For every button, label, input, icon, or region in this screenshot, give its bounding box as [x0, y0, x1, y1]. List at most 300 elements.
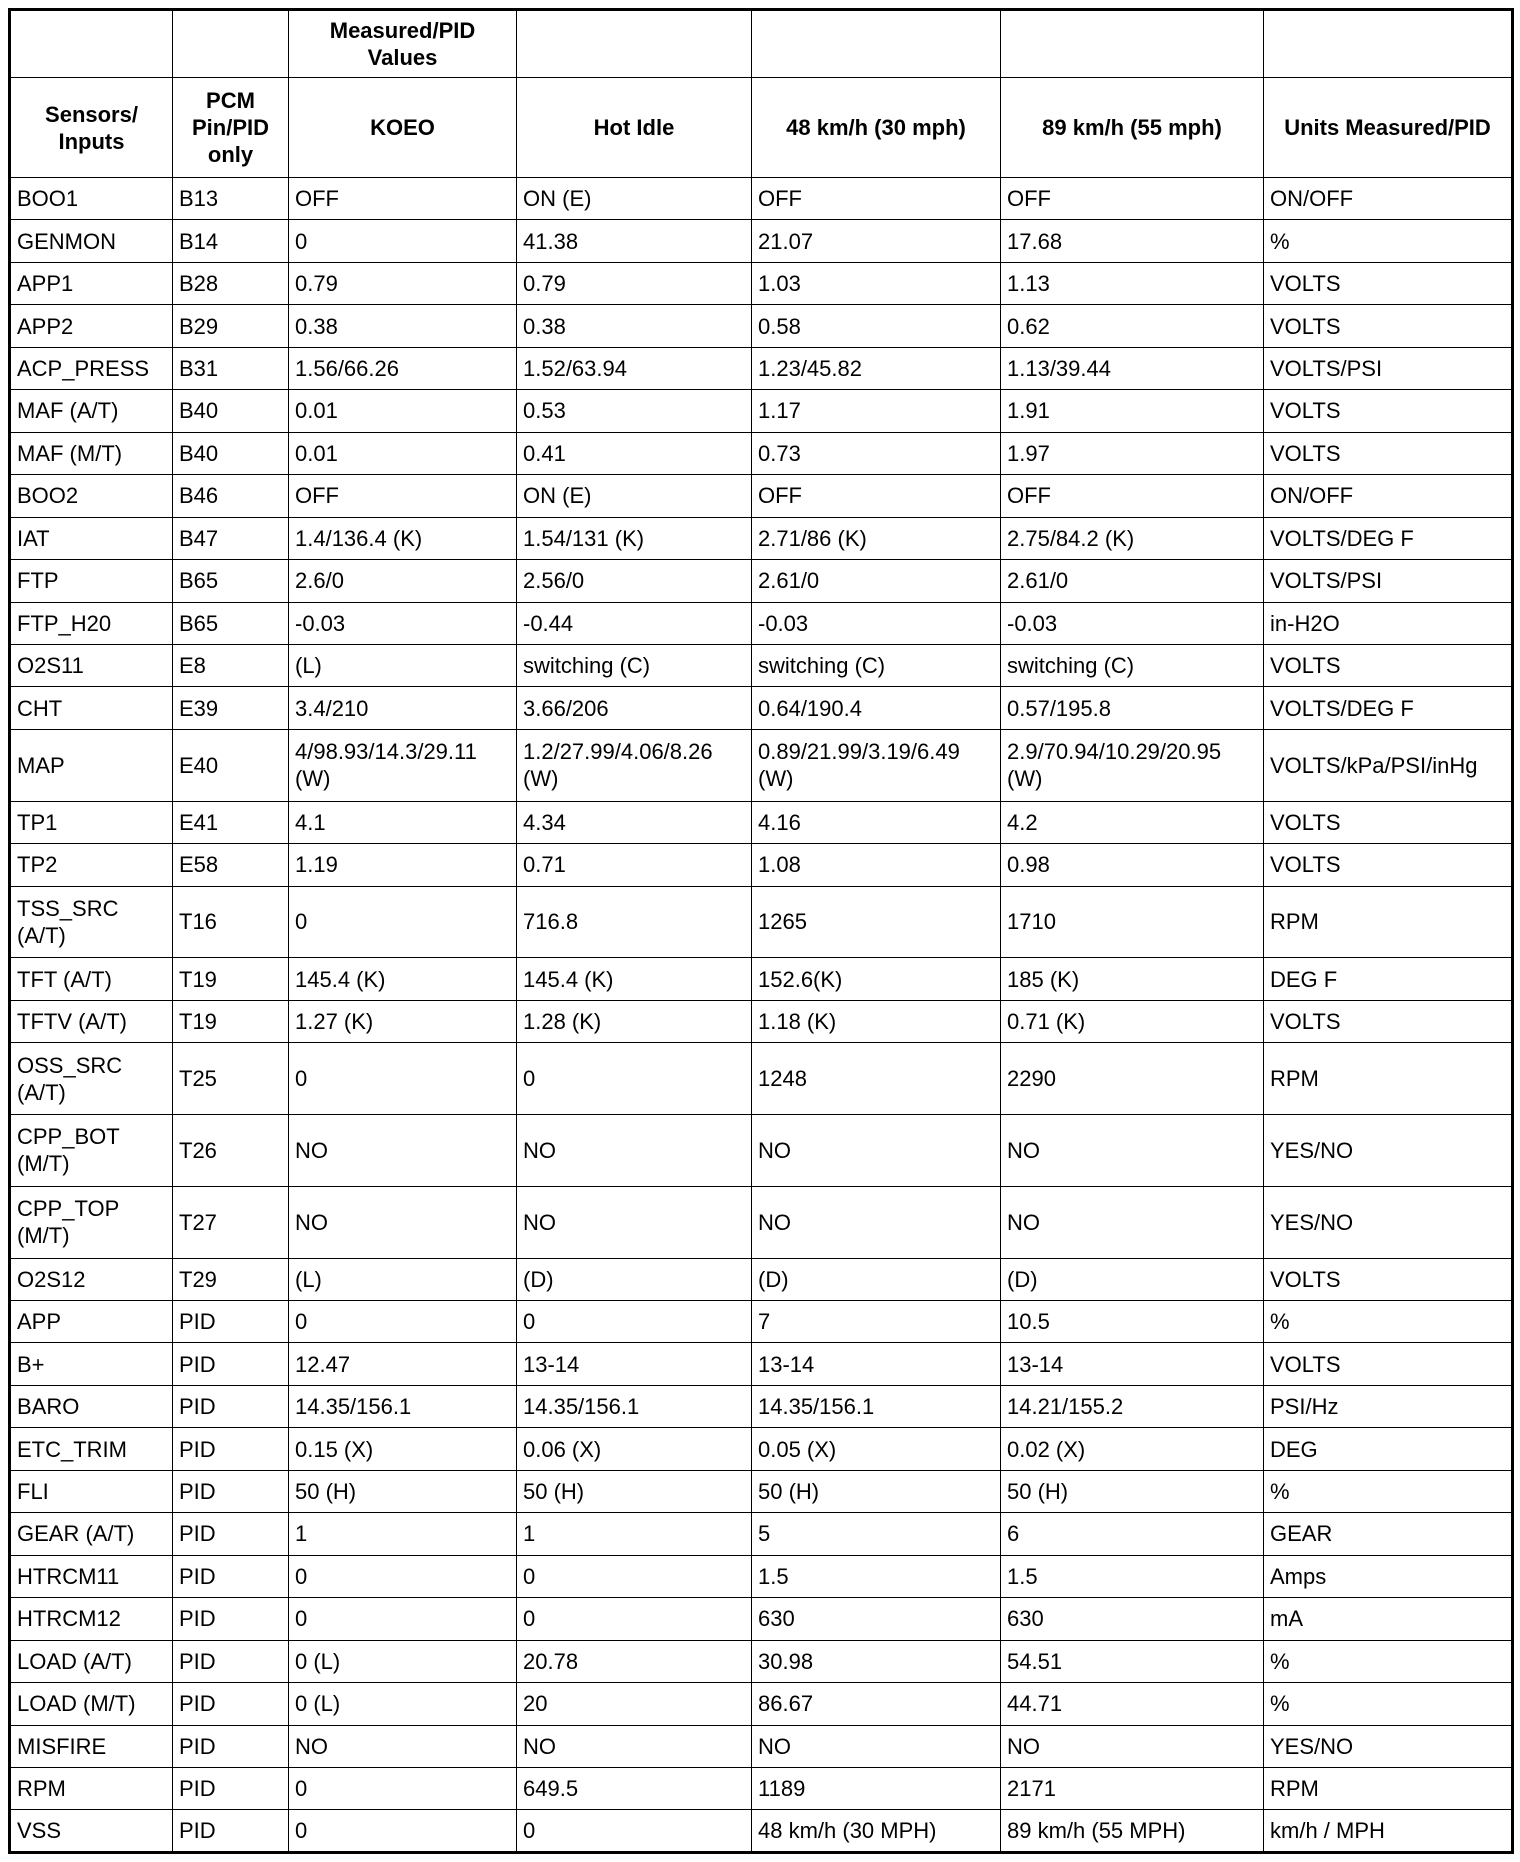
cell-speed-89: 0.57/195.8	[1001, 687, 1264, 729]
cell-pin: B46	[173, 475, 289, 517]
cell-hot-idle: 1.2/27.99/4.06/8.26 (W)	[517, 729, 752, 801]
cell-speed-48: 30.98	[752, 1640, 1001, 1682]
table-row	[10, 644, 1513, 686]
cell-units: RPM	[1264, 1043, 1513, 1115]
cell-speed-89: switching (C)	[1001, 644, 1264, 686]
cell-hot-idle: 0	[517, 1810, 752, 1853]
table-row	[10, 687, 1513, 729]
cell-sensor: BARO	[10, 1385, 173, 1427]
cell-pin: E41	[173, 801, 289, 843]
cell-hot-idle: 1	[517, 1513, 752, 1555]
cell-units: mA	[1264, 1598, 1513, 1640]
cell-koeo: (L)	[289, 1258, 517, 1300]
cell-pin: E58	[173, 844, 289, 886]
cell-speed-89: OFF	[1001, 178, 1264, 220]
cell-koeo: 4/98.93/14.3/29.11 (W)	[289, 729, 517, 801]
cell-units: VOLTS	[1264, 1343, 1513, 1385]
cell-pin: T19	[173, 1000, 289, 1042]
cell-koeo: 14.35/156.1	[289, 1385, 517, 1427]
cell-koeo: 1.19	[289, 844, 517, 886]
cell-pin: E39	[173, 687, 289, 729]
cell-speed-89: 10.5	[1001, 1300, 1264, 1342]
cell-sensor: GENMON	[10, 220, 173, 262]
cell-koeo: (L)	[289, 644, 517, 686]
cell-hot-idle: 20	[517, 1683, 752, 1725]
cell-speed-48: 152.6(K)	[752, 958, 1001, 1000]
cell-koeo: 1.56/66.26	[289, 347, 517, 389]
cell-units: VOLTS	[1264, 844, 1513, 886]
table-row	[10, 801, 1513, 843]
cell-speed-89: -0.03	[1001, 602, 1264, 644]
cell-sensor: MAF (M/T)	[10, 432, 173, 474]
cell-units: VOLTS/kPa/PSI/inHg	[1264, 729, 1513, 801]
cell-hot-idle: 50 (H)	[517, 1470, 752, 1512]
table-row	[10, 1598, 1513, 1640]
cell-speed-89: 2.61/0	[1001, 560, 1264, 602]
table-row	[10, 1385, 1513, 1427]
cell-sensor: TFT (A/T)	[10, 958, 173, 1000]
table-row	[10, 1115, 1513, 1187]
cell-pin: B40	[173, 390, 289, 432]
cell-sensor: LOAD (A/T)	[10, 1640, 173, 1682]
cell-pin: PID	[173, 1598, 289, 1640]
cell-sensor: MAF (A/T)	[10, 390, 173, 432]
cell-speed-89: 44.71	[1001, 1683, 1264, 1725]
cell-pin: E40	[173, 729, 289, 801]
cell-speed-48: 0.64/190.4	[752, 687, 1001, 729]
header-units: Units Measured/PID	[1264, 78, 1513, 178]
cell-hot-idle: 145.4 (K)	[517, 958, 752, 1000]
table-row	[10, 602, 1513, 644]
cell-speed-89: 1710	[1001, 886, 1264, 958]
cell-units: VOLTS/PSI	[1264, 347, 1513, 389]
cell-units: VOLTS	[1264, 305, 1513, 347]
cell-pin: PID	[173, 1343, 289, 1385]
cell-speed-89: 1.13/39.44	[1001, 347, 1264, 389]
cell-sensor: IAT	[10, 517, 173, 559]
cell-hot-idle: 20.78	[517, 1640, 752, 1682]
cell-sensor: OSS_SRC (A/T)	[10, 1043, 173, 1115]
cell-units: %	[1264, 1683, 1513, 1725]
cell-koeo: NO	[289, 1186, 517, 1258]
cell-sensor: CPP_BOT (M/T)	[10, 1115, 173, 1187]
cell-koeo: 1	[289, 1513, 517, 1555]
cell-speed-89: 14.21/155.2	[1001, 1385, 1264, 1427]
cell-speed-89: OFF	[1001, 475, 1264, 517]
cell-sensor: APP	[10, 1300, 173, 1342]
pid-values-table	[8, 8, 1514, 1854]
header-pcm-pin: PCM Pin/PID only	[173, 78, 289, 178]
cell-speed-48: NO	[752, 1115, 1001, 1187]
cell-pin: B28	[173, 262, 289, 304]
cell-pin: PID	[173, 1385, 289, 1427]
cell-sensor: FLI	[10, 1470, 173, 1512]
header-blank-sensors	[10, 10, 173, 78]
cell-units: RPM	[1264, 886, 1513, 958]
table-row	[10, 1043, 1513, 1115]
cell-hot-idle: 14.35/156.1	[517, 1385, 752, 1427]
table-row	[10, 305, 1513, 347]
cell-hot-idle: NO	[517, 1186, 752, 1258]
cell-units: %	[1264, 220, 1513, 262]
cell-koeo: 0 (L)	[289, 1640, 517, 1682]
header-blank-hot-idle	[517, 10, 752, 78]
cell-sensor: FTP_H20	[10, 602, 173, 644]
cell-speed-48: 630	[752, 1598, 1001, 1640]
cell-koeo: 0.01	[289, 432, 517, 474]
header-measured-pid-values: Measured/PID Values	[289, 10, 517, 78]
cell-sensor: APP1	[10, 262, 173, 304]
table-row	[10, 1555, 1513, 1597]
cell-speed-48: 0.58	[752, 305, 1001, 347]
cell-sensor: BOO2	[10, 475, 173, 517]
cell-koeo: 0.38	[289, 305, 517, 347]
cell-sensor: B+	[10, 1343, 173, 1385]
cell-sensor: TP2	[10, 844, 173, 886]
cell-pin: B65	[173, 560, 289, 602]
cell-speed-89: 1.91	[1001, 390, 1264, 432]
cell-hot-idle: 1.54/131 (K)	[517, 517, 752, 559]
cell-koeo: NO	[289, 1725, 517, 1767]
cell-hot-idle: 0	[517, 1300, 752, 1342]
cell-units: YES/NO	[1264, 1115, 1513, 1187]
cell-pin: PID	[173, 1767, 289, 1809]
table-row	[10, 1343, 1513, 1385]
cell-units: VOLTS	[1264, 432, 1513, 474]
cell-koeo: 1.4/136.4 (K)	[289, 517, 517, 559]
cell-sensor: HTRCM12	[10, 1598, 173, 1640]
cell-sensor: LOAD (M/T)	[10, 1683, 173, 1725]
cell-sensor: VSS	[10, 1810, 173, 1853]
cell-speed-89: 1.97	[1001, 432, 1264, 474]
cell-koeo: OFF	[289, 178, 517, 220]
cell-koeo: 0 (L)	[289, 1683, 517, 1725]
cell-koeo: 0	[289, 1555, 517, 1597]
cell-hot-idle: 1.28 (K)	[517, 1000, 752, 1042]
cell-units: %	[1264, 1300, 1513, 1342]
cell-speed-48: 0.89/21.99/3.19/6.49 (W)	[752, 729, 1001, 801]
cell-speed-89: 89 km/h (55 MPH)	[1001, 1810, 1264, 1853]
cell-hot-idle: NO	[517, 1115, 752, 1187]
cell-speed-48: 1265	[752, 886, 1001, 958]
cell-speed-89: 54.51	[1001, 1640, 1264, 1682]
table-row	[10, 1640, 1513, 1682]
cell-speed-89: 50 (H)	[1001, 1470, 1264, 1512]
cell-speed-48: 1.17	[752, 390, 1001, 432]
cell-pin: T27	[173, 1186, 289, 1258]
header-row-top	[10, 10, 1513, 78]
cell-speed-48: 1248	[752, 1043, 1001, 1115]
header-hot-idle: Hot Idle	[517, 78, 752, 178]
cell-units: VOLTS/DEG F	[1264, 687, 1513, 729]
cell-speed-48: 1189	[752, 1767, 1001, 1809]
cell-units: VOLTS	[1264, 262, 1513, 304]
cell-pin: T19	[173, 958, 289, 1000]
cell-pin: T25	[173, 1043, 289, 1115]
cell-pin: T26	[173, 1115, 289, 1187]
cell-hot-idle: 1.52/63.94	[517, 347, 752, 389]
cell-speed-48: 0.05 (X)	[752, 1428, 1001, 1470]
cell-hot-idle: 0.38	[517, 305, 752, 347]
cell-speed-48: switching (C)	[752, 644, 1001, 686]
cell-pin: T16	[173, 886, 289, 958]
cell-sensor: O2S11	[10, 644, 173, 686]
cell-pin: PID	[173, 1513, 289, 1555]
cell-speed-48: 1.23/45.82	[752, 347, 1001, 389]
cell-speed-89: 185 (K)	[1001, 958, 1264, 1000]
cell-speed-48: 5	[752, 1513, 1001, 1555]
cell-speed-48: (D)	[752, 1258, 1001, 1300]
cell-speed-89: 0.02 (X)	[1001, 1428, 1264, 1470]
cell-speed-89: 6	[1001, 1513, 1264, 1555]
cell-pin: PID	[173, 1300, 289, 1342]
cell-pin: PID	[173, 1725, 289, 1767]
header-blank-89	[1001, 10, 1264, 78]
cell-speed-89: NO	[1001, 1725, 1264, 1767]
table-row	[10, 1258, 1513, 1300]
table-row	[10, 1000, 1513, 1042]
cell-pin: B31	[173, 347, 289, 389]
cell-hot-idle: 0.06 (X)	[517, 1428, 752, 1470]
cell-units: %	[1264, 1470, 1513, 1512]
cell-units: VOLTS	[1264, 1258, 1513, 1300]
cell-speed-48: 1.18 (K)	[752, 1000, 1001, 1042]
cell-pin: E8	[173, 644, 289, 686]
cell-pin: B29	[173, 305, 289, 347]
table-row	[10, 1513, 1513, 1555]
table-row	[10, 1470, 1513, 1512]
table-row	[10, 262, 1513, 304]
cell-hot-idle: ON (E)	[517, 475, 752, 517]
cell-speed-48: -0.03	[752, 602, 1001, 644]
cell-speed-48: 14.35/156.1	[752, 1385, 1001, 1427]
cell-koeo: 0	[289, 1767, 517, 1809]
table-row	[10, 1186, 1513, 1258]
cell-sensor: TP1	[10, 801, 173, 843]
cell-sensor: CHT	[10, 687, 173, 729]
cell-hot-idle: NO	[517, 1725, 752, 1767]
cell-speed-48: 2.71/86 (K)	[752, 517, 1001, 559]
cell-pin: B47	[173, 517, 289, 559]
table-row	[10, 517, 1513, 559]
cell-units: Amps	[1264, 1555, 1513, 1597]
cell-koeo: NO	[289, 1115, 517, 1187]
cell-units: RPM	[1264, 1767, 1513, 1809]
cell-speed-48: 2.61/0	[752, 560, 1001, 602]
cell-koeo: 4.1	[289, 801, 517, 843]
cell-koeo: 0.79	[289, 262, 517, 304]
cell-hot-idle: 4.34	[517, 801, 752, 843]
header-blank-pin	[173, 10, 289, 78]
cell-hot-idle: 0.79	[517, 262, 752, 304]
cell-speed-48: 21.07	[752, 220, 1001, 262]
cell-units: VOLTS	[1264, 644, 1513, 686]
table-row	[10, 1300, 1513, 1342]
table-row	[10, 347, 1513, 389]
cell-sensor: O2S12	[10, 1258, 173, 1300]
header-row-bottom	[10, 78, 1513, 178]
cell-pin: PID	[173, 1810, 289, 1853]
table-row	[10, 560, 1513, 602]
cell-koeo: 2.6/0	[289, 560, 517, 602]
cell-pin: PID	[173, 1683, 289, 1725]
cell-speed-48: 1.08	[752, 844, 1001, 886]
cell-speed-48: 0.73	[752, 432, 1001, 474]
cell-units: YES/NO	[1264, 1725, 1513, 1767]
table-row	[10, 178, 1513, 220]
cell-sensor: RPM	[10, 1767, 173, 1809]
header-blank-units	[1264, 10, 1513, 78]
header-sensors-inputs: Sensors/ Inputs	[10, 78, 173, 178]
cell-koeo: 50 (H)	[289, 1470, 517, 1512]
cell-units: VOLTS/PSI	[1264, 560, 1513, 602]
cell-sensor: FTP	[10, 560, 173, 602]
cell-speed-89: 2171	[1001, 1767, 1264, 1809]
cell-koeo: 1.27 (K)	[289, 1000, 517, 1042]
cell-units: GEAR	[1264, 1513, 1513, 1555]
cell-hot-idle: 649.5	[517, 1767, 752, 1809]
cell-pin: PID	[173, 1555, 289, 1597]
cell-hot-idle: 13-14	[517, 1343, 752, 1385]
cell-speed-48: OFF	[752, 178, 1001, 220]
cell-koeo: 0	[289, 886, 517, 958]
cell-pin: B40	[173, 432, 289, 474]
cell-pin: PID	[173, 1470, 289, 1512]
table-row	[10, 1428, 1513, 1470]
table-row	[10, 886, 1513, 958]
cell-sensor: TFTV (A/T)	[10, 1000, 173, 1042]
cell-pin: B65	[173, 602, 289, 644]
cell-hot-idle: ON (E)	[517, 178, 752, 220]
cell-pin: B14	[173, 220, 289, 262]
cell-pin: B13	[173, 178, 289, 220]
cell-speed-48: OFF	[752, 475, 1001, 517]
cell-hot-idle: 0.53	[517, 390, 752, 432]
cell-speed-89: 4.2	[1001, 801, 1264, 843]
cell-speed-89: 2.9/70.94/10.29/20.95 (W)	[1001, 729, 1264, 801]
cell-speed-89: 2290	[1001, 1043, 1264, 1115]
table-row	[10, 1810, 1513, 1853]
cell-koeo: 0.01	[289, 390, 517, 432]
cell-units: in-H2O	[1264, 602, 1513, 644]
cell-units: DEG	[1264, 1428, 1513, 1470]
cell-pin: PID	[173, 1428, 289, 1470]
header-blank-48	[752, 10, 1001, 78]
cell-hot-idle: switching (C)	[517, 644, 752, 686]
table-row	[10, 844, 1513, 886]
cell-speed-89: NO	[1001, 1186, 1264, 1258]
cell-koeo: 0	[289, 1043, 517, 1115]
header-89-kmh: 89 km/h (55 mph)	[1001, 78, 1264, 178]
table-body	[10, 178, 1513, 1853]
table-row	[10, 432, 1513, 474]
cell-speed-89: 17.68	[1001, 220, 1264, 262]
cell-hot-idle: 0	[517, 1555, 752, 1597]
cell-koeo: 145.4 (K)	[289, 958, 517, 1000]
cell-speed-89: 0.98	[1001, 844, 1264, 886]
cell-hot-idle: 2.56/0	[517, 560, 752, 602]
table-row	[10, 1767, 1513, 1809]
cell-speed-89: 0.71 (K)	[1001, 1000, 1264, 1042]
cell-sensor: ACP_PRESS	[10, 347, 173, 389]
cell-units: VOLTS	[1264, 1000, 1513, 1042]
table-row	[10, 1683, 1513, 1725]
table-row	[10, 1725, 1513, 1767]
cell-speed-48: 4.16	[752, 801, 1001, 843]
cell-units: YES/NO	[1264, 1186, 1513, 1258]
table-row	[10, 475, 1513, 517]
cell-koeo: 0	[289, 1810, 517, 1853]
cell-speed-89: 630	[1001, 1598, 1264, 1640]
cell-units: PSI/Hz	[1264, 1385, 1513, 1427]
cell-sensor: CPP_TOP (M/T)	[10, 1186, 173, 1258]
cell-speed-89: 2.75/84.2 (K)	[1001, 517, 1264, 559]
cell-sensor: ETC_TRIM	[10, 1428, 173, 1470]
cell-pin: T29	[173, 1258, 289, 1300]
cell-hot-idle: 0.41	[517, 432, 752, 474]
cell-sensor: TSS_SRC (A/T)	[10, 886, 173, 958]
cell-speed-48: 48 km/h (30 MPH)	[752, 1810, 1001, 1853]
cell-koeo: -0.03	[289, 602, 517, 644]
cell-speed-89: 0.62	[1001, 305, 1264, 347]
cell-koeo: 3.4/210	[289, 687, 517, 729]
cell-speed-89: 1.13	[1001, 262, 1264, 304]
table-row	[10, 729, 1513, 801]
cell-hot-idle: 0.71	[517, 844, 752, 886]
cell-units: VOLTS/DEG F	[1264, 517, 1513, 559]
header-48-kmh: 48 km/h (30 mph)	[752, 78, 1001, 178]
cell-koeo: 0	[289, 220, 517, 262]
cell-hot-idle: (D)	[517, 1258, 752, 1300]
cell-speed-48: 1.5	[752, 1555, 1001, 1597]
cell-koeo: 0	[289, 1598, 517, 1640]
cell-koeo: 12.47	[289, 1343, 517, 1385]
cell-units: VOLTS	[1264, 390, 1513, 432]
cell-koeo: OFF	[289, 475, 517, 517]
cell-speed-48: NO	[752, 1186, 1001, 1258]
cell-sensor: BOO1	[10, 178, 173, 220]
cell-sensor: MISFIRE	[10, 1725, 173, 1767]
cell-speed-48: 13-14	[752, 1343, 1001, 1385]
table-row	[10, 220, 1513, 262]
cell-units: km/h / MPH	[1264, 1810, 1513, 1853]
cell-units: ON/OFF	[1264, 475, 1513, 517]
cell-hot-idle: 3.66/206	[517, 687, 752, 729]
cell-units: ON/OFF	[1264, 178, 1513, 220]
cell-sensor: HTRCM11	[10, 1555, 173, 1597]
cell-sensor: APP2	[10, 305, 173, 347]
cell-speed-89: 13-14	[1001, 1343, 1264, 1385]
header-koeo: KOEO	[289, 78, 517, 178]
cell-units: VOLTS	[1264, 801, 1513, 843]
table-row	[10, 958, 1513, 1000]
cell-hot-idle: 0	[517, 1598, 752, 1640]
cell-units: %	[1264, 1640, 1513, 1682]
cell-units: DEG F	[1264, 958, 1513, 1000]
cell-sensor: GEAR (A/T)	[10, 1513, 173, 1555]
cell-speed-48: 50 (H)	[752, 1470, 1001, 1512]
cell-hot-idle: -0.44	[517, 602, 752, 644]
cell-koeo: 0.15 (X)	[289, 1428, 517, 1470]
cell-speed-48: 7	[752, 1300, 1001, 1342]
cell-speed-48: 1.03	[752, 262, 1001, 304]
table-row	[10, 390, 1513, 432]
cell-hot-idle: 0	[517, 1043, 752, 1115]
cell-pin: PID	[173, 1640, 289, 1682]
cell-speed-48: NO	[752, 1725, 1001, 1767]
cell-speed-89: 1.5	[1001, 1555, 1264, 1597]
cell-speed-89: NO	[1001, 1115, 1264, 1187]
